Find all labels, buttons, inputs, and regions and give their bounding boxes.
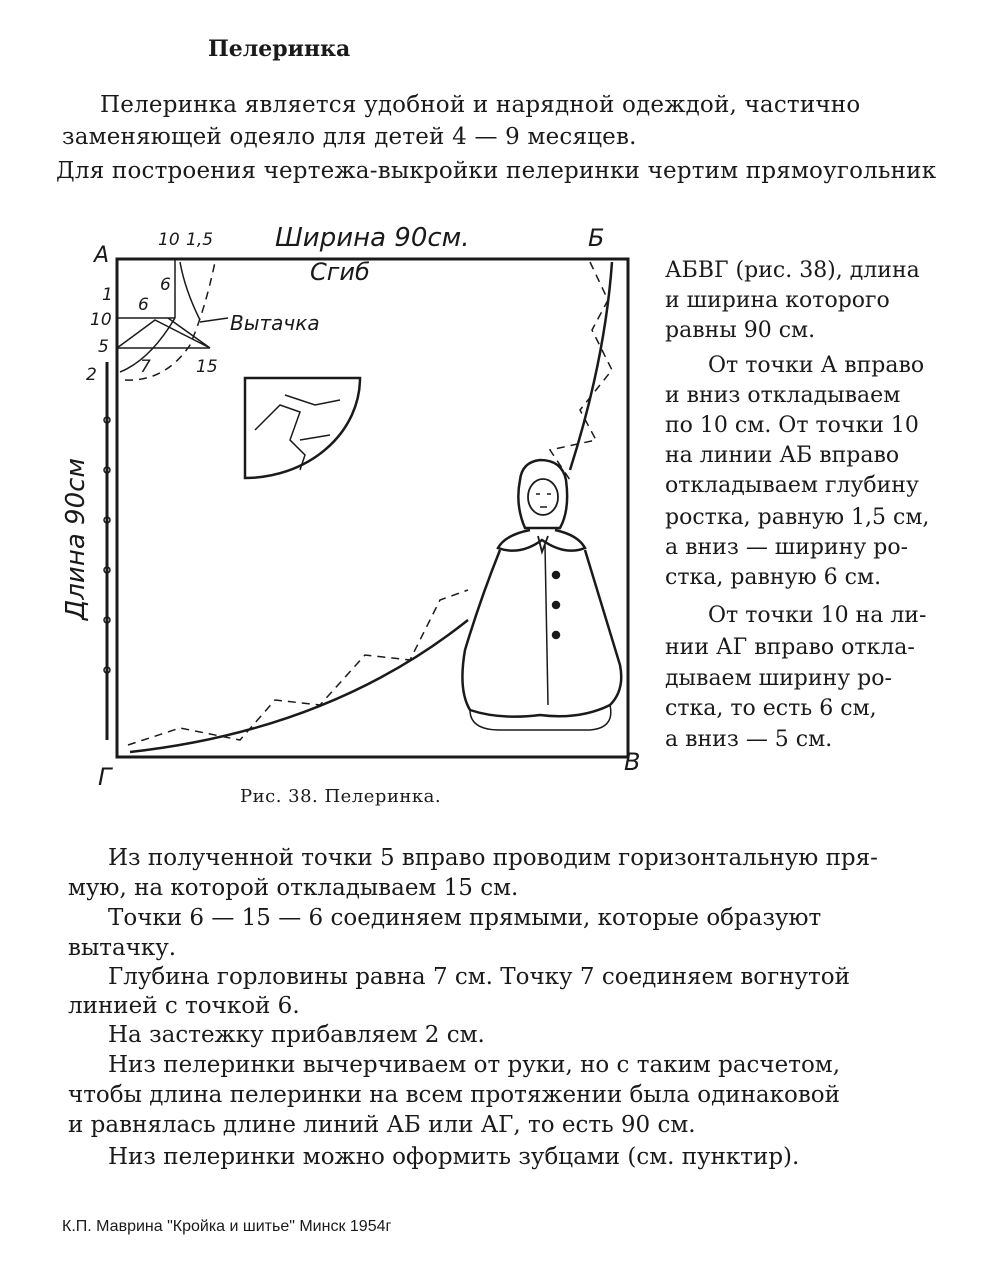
point-6-top: 6 — [160, 275, 171, 295]
side-line: равны 90 см. — [665, 318, 816, 343]
side-line: стка, равную 6 см. — [665, 565, 882, 590]
figure-caption: Рис. 38. Пелеринка. — [240, 786, 442, 807]
side-line: а вниз — ширину ро- — [665, 535, 909, 560]
source-credit: К.П. Маврина "Кройка и шитье" Минск 1954г — [62, 1218, 392, 1235]
body-line: мую, на которой откладываем 15 см. — [68, 875, 519, 901]
body-line: вытачку. — [68, 935, 177, 961]
corner-a: А — [94, 243, 110, 268]
side-line: стка, то есть 6 см, — [665, 696, 877, 721]
side-hem-line — [570, 262, 612, 470]
point-1: 1 — [102, 285, 113, 305]
side-line: на линии АБ вправо — [665, 443, 900, 468]
side-line: нии АГ вправо откла- — [665, 635, 915, 660]
point-5: 5 — [98, 337, 109, 357]
side-line: От точки А вправо — [708, 353, 925, 378]
body-line: Глубина горловины равна 7 см. Точку 7 соединяем вогнутой — [108, 964, 850, 990]
body-line: чтобы длина пелеринки на всем протяжении была одинаковой — [68, 1082, 840, 1108]
point-15: 15 — [196, 357, 218, 377]
child-illustration — [462, 460, 621, 730]
side-line: а вниз — 5 см. — [665, 727, 833, 752]
fold-label: Сгиб — [310, 258, 370, 286]
corner-b: Б — [588, 224, 605, 252]
bottom-scallops — [128, 590, 468, 745]
corner-v: В — [624, 748, 641, 776]
side-line: по 10 см. От точки 10 — [665, 413, 919, 438]
side-line: и вниз откладываем — [665, 383, 901, 408]
intro-line: заменяющей одеяло для детей 4 — 9 месяцев. — [62, 124, 637, 150]
point-2: 2 — [86, 365, 97, 385]
dart-label: Вытачка — [230, 311, 320, 335]
body-line: и равнялась длине линий АБ или АГ, то есть 90 см. — [68, 1112, 696, 1138]
point-7: 7 — [140, 357, 151, 377]
body-line: На застежку прибавляем 2 см. — [108, 1022, 485, 1048]
neck-construction — [117, 259, 228, 372]
corner-g: Г — [98, 763, 112, 791]
bottom-hem-line — [130, 620, 468, 752]
point-10-top: 10 — [158, 230, 180, 250]
side-line: ростка, равную 1,5 см, — [665, 505, 930, 530]
body-line: Из полученной точки 5 вправо проводим горизонтальную пря- — [108, 845, 878, 871]
point-10-left: 10 — [90, 310, 112, 330]
hood-detail — [245, 378, 360, 478]
intro-line: Для построения чертежа-выкройки пелеринки чертим прямоугольник — [56, 158, 937, 184]
body-line: линией с точкой 6. — [68, 993, 300, 1019]
body-line: Низ пелеринки вычерчиваем от руки, но с таким расчетом, — [108, 1052, 841, 1078]
point-6-mid: 6 — [138, 295, 149, 315]
width-label: Ширина 90см. — [275, 223, 470, 253]
length-label: Длина 90см — [61, 457, 91, 620]
point-1-5: 1,5 — [186, 230, 214, 250]
side-line: АБВГ (рис. 38), длина — [665, 258, 920, 283]
side-line: От точки 10 на ли- — [708, 603, 927, 628]
side-line: откладываем глубину — [665, 473, 919, 498]
page-title: Пелеринка — [208, 36, 351, 62]
side-line: дываем ширину ро- — [665, 666, 892, 691]
body-line: Низ пелеринки можно оформить зубцами (см. пунктир). — [108, 1144, 800, 1170]
intro-line: Пелеринка является удобной и нарядной одеждой, частично — [100, 92, 861, 118]
side-line: и ширина которого — [665, 288, 890, 313]
body-line: Точки 6 — 15 — 6 соединяем прямыми, которые образуют — [108, 905, 822, 931]
side-scallops — [550, 262, 612, 480]
